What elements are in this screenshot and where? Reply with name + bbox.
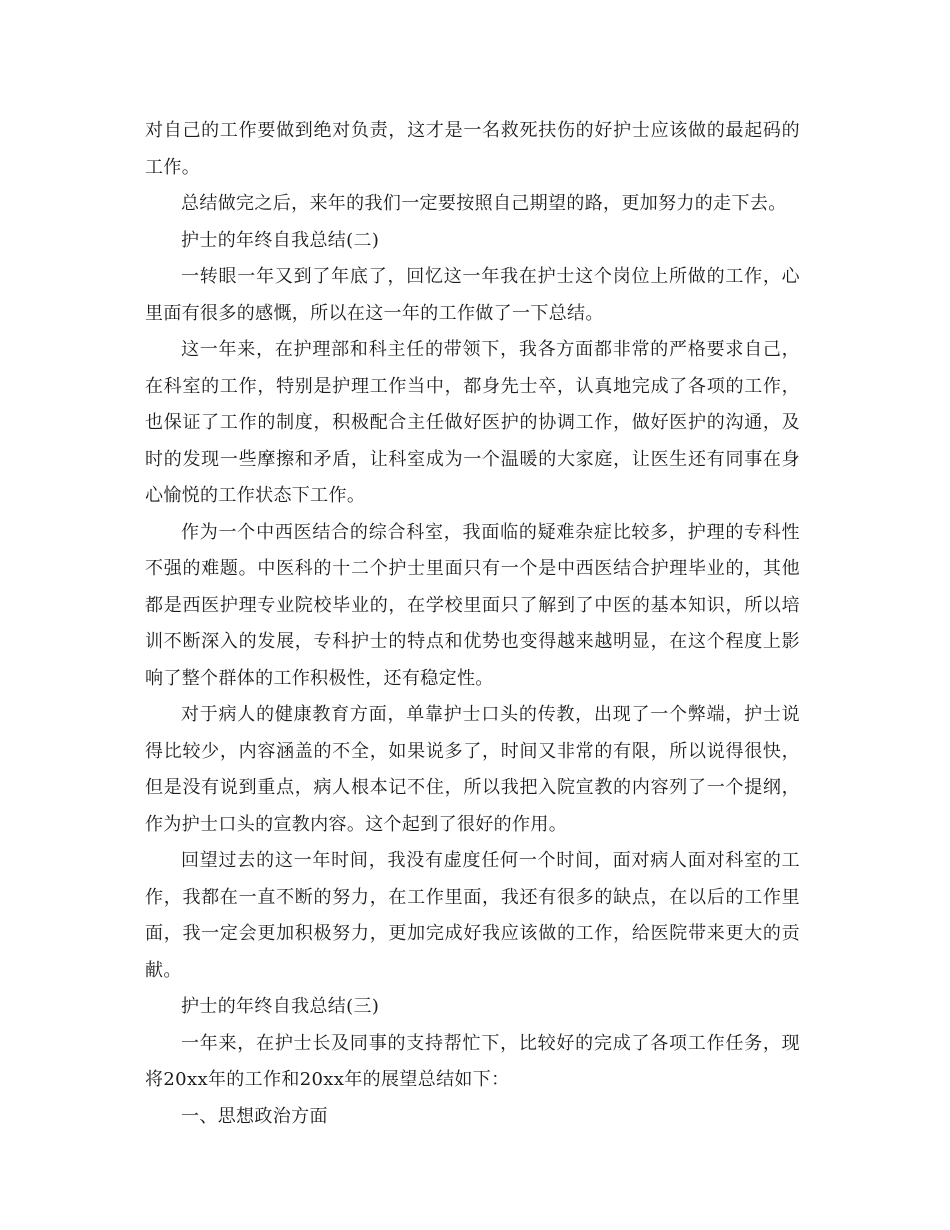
paragraph: 这一年来，在护理部和科主任的带领下，我各方面都非常的严格要求自己，在科室的工作，特别是护理工作当中，都身先士卒，认真地完成了各项的工作，也保证了工作的制度，积极配合主任做好医护的协调工作，做好医护的沟通，及时的发现一些摩擦和矛盾，让科室成为一个温暖的大家庭，让医生还有同事在身心愉悦的工作状态下工作。 <box>145 339 800 506</box>
paragraph: 回望过去的这一年时间，我没有虚度任何一个时间，面对病人面对科室的工作，我都在一直不断的努力，在工作里面，我还有很多的缺点，在以后的工作里面，我一定会更加积极努力，更加完成好我应该做的工作，给医院带来更大的贡献。 <box>145 850 800 981</box>
paragraph: 一年来，在护士长及同事的支持帮忙下，比较好的完成了各项工作任务，现将20xx年的工作和20xx年的展望总结如下： <box>145 1032 800 1090</box>
subsection-heading: 一、思想政治方面 <box>181 1105 328 1127</box>
paragraph: 作为一个中西医结合的综合科室，我面临的疑难杂症比较多，护理的专科性不强的难题。中医科的十二个护士里面只有一个是中西医结合护理毕业的，其他都是西医护理专业院校毕业的，在学校里面只了解到了中医的基本知识，所以培训不断深入的发展，专科护士的特点和优势也变得越来越明显，在这个程度上影响了整个群体的工作积极性，还有稳定性。 <box>145 521 800 689</box>
paragraph: 对于病人的健康教育方面，单靠护士口头的传教，出现了一个弊端，护士说得比较少，内容涵盖的不全，如果说多了，时间又非常的有限，所以说得很快，但是没有说到重点，病人根本记不住，所以我把入院宣教的内容列了一个提纲，作为护士口头的宣教内容。这个起到了很好的作用。 <box>145 704 800 835</box>
paragraph-closing: 总结做完之后，来年的我们一定要按照自己期望的路，更加努力的走下去。 <box>181 193 787 214</box>
section-heading-2: 护士的年终自我总结(二) <box>181 229 380 251</box>
paragraph-continuation: 对自己的工作要做到绝对负责，这才是一名救死扶伤的好护士应该做的最起码的工作。 <box>145 120 800 178</box>
document-body <box>145 113 800 1135</box>
paragraph: 一转眼一年又到了年底了，回忆这一年我在护士这个岗位上所做的工作，心里面有很多的感慨，所以在这一年的工作做了一下总结。 <box>145 266 800 324</box>
section-heading-3: 护士的年终自我总结(三) <box>181 996 380 1017</box>
